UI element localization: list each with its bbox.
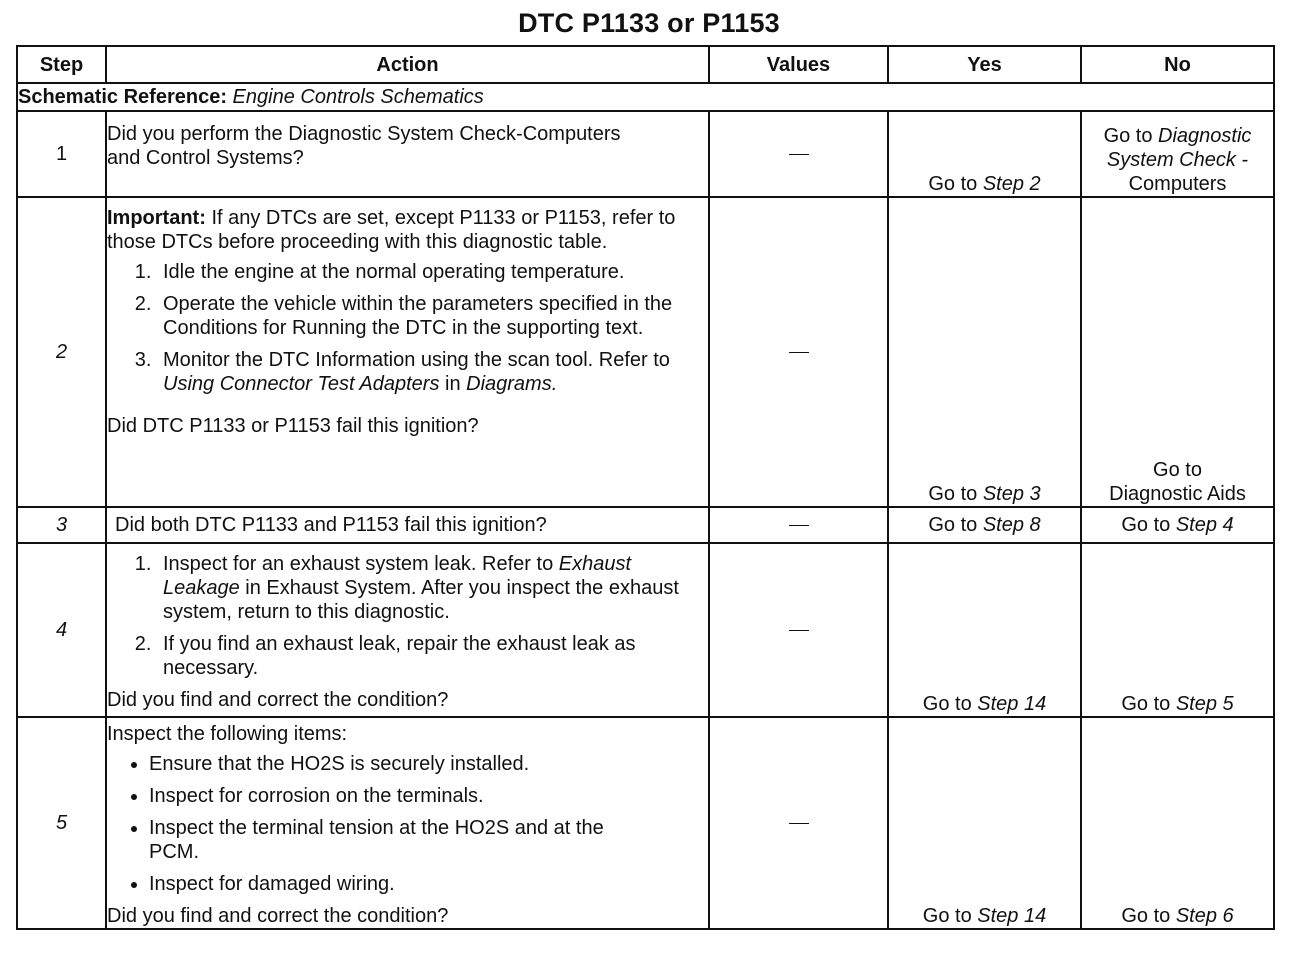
list-item: • Inspect for damaged wiring. — [149, 872, 708, 896]
no-link[interactable]: Step 5 — [1175, 693, 1234, 715]
yes-cell — [888, 111, 1081, 197]
intro-text: Inspect the following items: — [107, 723, 348, 745]
step-number: 1 — [17, 111, 106, 197]
no-suffix: Computers — [1128, 173, 1227, 195]
inspection-list — [107, 752, 708, 896]
yes-prefix: Go to — [922, 693, 978, 715]
no-cell — [1081, 111, 1274, 197]
header-values: Values — [709, 46, 888, 83]
question-text: Did DTC P1133 or P1153 fail this ignition? — [107, 415, 479, 437]
table-row — [17, 111, 1274, 197]
diagrams-link[interactable]: Diagrams. — [466, 373, 558, 395]
no-cell — [1081, 507, 1274, 543]
header-yes: Yes — [888, 46, 1081, 83]
action-cell — [106, 111, 709, 197]
list-item: 2. If you find an exhaust leak, repair the exhaust leak as necessary. — [157, 632, 708, 680]
dash-mark — [789, 352, 809, 353]
header-step: Step — [17, 46, 106, 83]
important-label: Important: — [107, 207, 206, 229]
values-cell — [709, 197, 888, 507]
header-no: No — [1081, 46, 1274, 83]
page-title: DTC P1133 or P1153 — [518, 8, 780, 38]
no-prefix: Go to — [1103, 125, 1159, 147]
values-cell — [709, 507, 888, 543]
dash-mark — [789, 630, 809, 631]
list-item: 2. Operate the vehicle within the parameters specified in the Conditions for Running the DTC in the supporting text. — [157, 292, 708, 340]
list-item — [157, 552, 708, 624]
question-text: Did both DTC P1133 and P1153 fail this ignition? — [115, 514, 547, 536]
yes-prefix: Go to — [928, 483, 983, 505]
action-cell — [106, 507, 709, 543]
yes-cell — [888, 197, 1081, 507]
no-prefix: Go to — [1121, 514, 1176, 536]
list-item: 1. Idle the engine at the normal operating temperature. — [157, 260, 708, 284]
step-number: 5 — [17, 717, 106, 929]
no-cell — [1081, 717, 1274, 929]
item-text: in Exhaust System. After you inspect the exhaust system, return to this diagnostic. — [163, 577, 679, 623]
list-item: • Inspect for corrosion on the terminals. — [149, 784, 708, 808]
schematic-row — [17, 83, 1274, 111]
no-link[interactable]: Step 4 — [1175, 514, 1234, 536]
important-text: If any DTCs are set, except P1133 or P1153, refer to those DTCs before proceeding with this diagnostic table. — [107, 207, 676, 253]
schematic-link[interactable]: Engine Controls Schematics — [232, 86, 484, 108]
step-number: 4 — [17, 543, 106, 717]
table-row — [17, 507, 1274, 543]
yes-link[interactable]: Step 3 — [982, 483, 1041, 505]
action-cell — [106, 197, 709, 507]
no-prefix: Go to — [1121, 693, 1176, 715]
action-text: and Control Systems? — [107, 147, 304, 169]
schematic-label: Schematic Reference: — [18, 86, 227, 108]
no-cell — [1081, 543, 1274, 717]
list-item: • Ensure that the HO2S is securely installed. — [149, 752, 708, 776]
no-link[interactable]: Step 6 — [1175, 905, 1234, 927]
dash-mark — [789, 525, 809, 526]
no-prefix: Go to — [1153, 459, 1202, 481]
yes-link[interactable]: Step 14 — [977, 905, 1047, 927]
no-link[interactable]: Diagnostic System Check - — [1106, 125, 1252, 171]
table-row — [17, 717, 1274, 929]
yes-link[interactable]: Step 8 — [982, 514, 1041, 536]
list-item: • Inspect the terminal tension at the HO2S and at the PCM. — [149, 816, 708, 864]
item-text: Inspect for an exhaust system leak. Refer to — [163, 553, 559, 575]
table-row — [17, 197, 1274, 507]
exhaust-leakage-link[interactable]: Exhaust Leakage — [163, 553, 632, 599]
yes-link[interactable]: Step 2 — [982, 173, 1041, 195]
procedure-list — [107, 260, 708, 396]
diagnostic-aids-link[interactable]: Diagnostic Aids — [1109, 483, 1246, 505]
yes-link[interactable]: Step 14 — [977, 693, 1047, 715]
important-note — [107, 206, 708, 254]
header-row — [17, 46, 1274, 83]
dash-mark — [789, 154, 809, 155]
question-text: Did you find and correct the condition? — [107, 905, 449, 927]
schematic-reference — [17, 83, 1274, 111]
dash-mark — [789, 823, 809, 824]
no-cell — [1081, 197, 1274, 507]
item-text: Monitor the DTC Information using the scan tool. Refer to — [163, 349, 670, 371]
item-text: in — [439, 373, 467, 395]
values-cell — [709, 111, 888, 197]
yes-cell — [888, 507, 1081, 543]
action-cell — [106, 543, 709, 717]
yes-prefix: Go to — [928, 514, 983, 536]
yes-cell — [888, 543, 1081, 717]
action-cell — [106, 717, 709, 929]
values-cell — [709, 717, 888, 929]
list-item — [157, 348, 708, 396]
yes-prefix: Go to — [928, 173, 983, 195]
step-number: 2 — [17, 197, 106, 507]
procedure-list — [107, 552, 708, 680]
question-text: Did you find and correct the condition? — [107, 689, 449, 711]
header-action: Action — [106, 46, 709, 83]
action-text: Did you perform the Diagnostic System Check-Computers — [107, 123, 621, 145]
no-prefix: Go to — [1121, 905, 1176, 927]
connector-test-adapters-link[interactable]: Using Connector Test Adapters — [163, 373, 440, 395]
values-cell — [709, 543, 888, 717]
diagnostic-table — [16, 45, 1275, 930]
step-number: 3 — [17, 507, 106, 543]
yes-cell — [888, 717, 1081, 929]
table-row — [17, 543, 1274, 717]
yes-prefix: Go to — [922, 905, 978, 927]
